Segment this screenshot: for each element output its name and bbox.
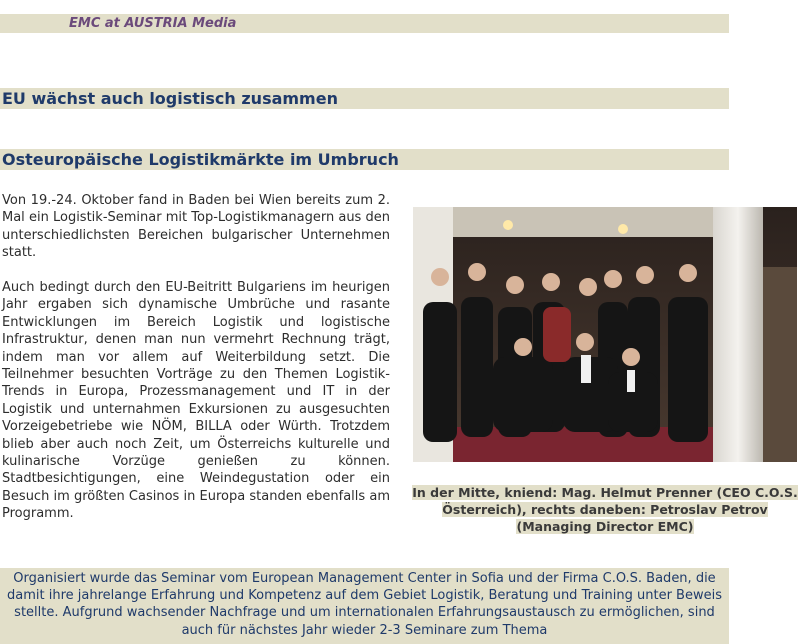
article-headline: EU wächst auch logistisch zusammen	[2, 89, 338, 108]
header-band	[0, 14, 729, 33]
article-subheadline: Osteuropäische Logistikmärkte im Umbruch	[2, 150, 399, 169]
paragraph: Auch bedingt durch den EU-Beitritt Bulgariens im heurigen Jahr ergaben sich dynamische Umbrüche und rasante Entwicklungen im Bereich Logistik und logistische Infrastruktur, denen man nun vermehrt Rechnung trägt, indem man vor allem auf Weiterbildung setzt. Die Teilnehmer besuchten Vorträge zu den Themen Logistik-Trends in Europa, Prozessmanagement und IT in der Logistik und unternahmen Exkursionen zu ausgesuchten Vorzeigebetriebe wie NÖM, BILLA oder Würth. Trotzdem blieb aber auch noch Zeit, um Österreichs kulturelle und kulinarische Vorzüge genießen zu können. Stadtbesichtigungen, eine Weindegustation oder ein Besuch im größten Casinos in Europa standen ebenfalls am Programm.	[2, 280, 390, 522]
headline-band	[0, 88, 729, 109]
caption-text: In der Mitte, kniend: Mag. Helmut Prenner (CEO C.O.S. Österreich), rechts daneben: Petroslav Petrov (Managing Director EMC)	[412, 485, 798, 534]
group-photo	[413, 207, 797, 462]
paragraph: Von 19.-24. Oktober fand in Baden bei Wien bereits zum 2. Mal ein Logistik-Seminar mit Top-Logistikmanagern aus den unterschiedlichsten Bereichen bulgarischer Unternehmen statt.	[2, 193, 390, 261]
footer-text: Organisiert wurde das Seminar vom European Management Center in Sofia und der Firma C.O.S. Baden, die damit ihre jahrelange Erfahrung und Kompetenz auf dem Gebiet Logistik, Beratung und Training unter Beweis stellte. Aufgrund wachsender Nachfrage und um internationalen Erfahrungsaustausch zu ermöglichen, sind auch für nächstes Jahr wieder 2-3 Seminare zum Thema	[7, 571, 722, 638]
subheadline-band	[0, 149, 729, 170]
article-body	[2, 192, 390, 540]
brand-title: EMC at AUSTRIA Media	[69, 16, 237, 31]
photo-caption	[405, 484, 805, 535]
footer-box	[0, 568, 729, 644]
